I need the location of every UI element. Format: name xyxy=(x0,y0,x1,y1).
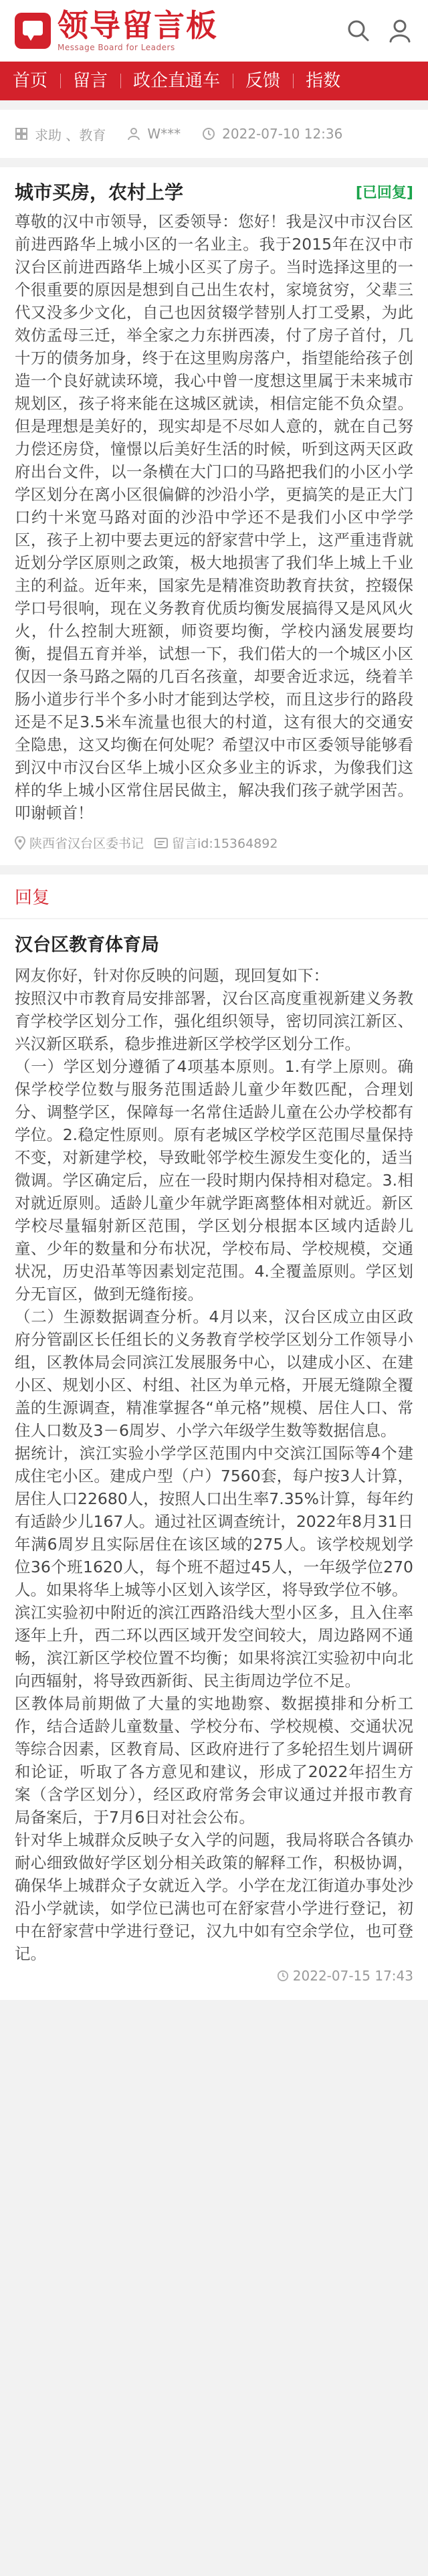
reply-section-header xyxy=(0,875,428,918)
reply-card xyxy=(0,919,428,2000)
status-badge: [已回复] xyxy=(355,184,413,201)
message-category: 求助 、教育 xyxy=(35,126,106,143)
nav-home[interactable]: 首页 xyxy=(13,71,48,91)
user-icon[interactable] xyxy=(387,17,413,44)
message-content: 尊敬的汉中市领导，区委领导：您好！我是汉中市汉台区前进西路华上城小区的一名业主。我于2015年在汉中市汉台区前进西路华上城小区买了房子。当时选择这里的一个很重要的原因是想到自己出生农村，家境贫穷，父辈三代又没多少文化，自己也因贫辍学替别人打工受累，为此效仿孟母三迁，举全家之力东拼西凑，付了房子首付，几十万的债务加身，终于在这里购房落户，指望能给孩子创造一个良好就读环境，我心中曾一度想这里属于未来城市规划区，孩子将来能在这城区就读，相信定能不负众望。但是理想是美好的，现实却是不尽如人意的，就在自己努力偿还房贷，憧憬以后美好生活的时候，听到这两天区政府出台文件，以一条横在大门口的马路把我们的小区小学学区划分在离小区很偏僻的沙沿小学，更搞笑的是正大门口约十米宽马路对面的沙沿中学还不是我们小区中学学区，孩子上初中要去更远的舒家营中学上，这严重违背就近划分学区原则之政策，极大地损害了我们华上城上千业主的利益。近年来，国家先是精准资助教育扶贫，控辍保学口号很响，现在义务教育优质均衡发展搞得又是风风火火，什么控制大班额，师资要均衡，学校内涵发展要均衡，提倡五育并举，试想一下，我们偌大的一个城区小区仅因一条马路之隔的几百名孩童，却要舍近求远，绕着羊肠小道步行半个多小时才能到达学校，而且这步行的路段还是不足3.5米车流量也很大的村道，这有很大的交通安全隐患，这又均衡在何处呢？希望汉中市区委领导能够看到汉中市汉台区华上城小区众多业主的诉求，为像我们这样的华上城小区常住居民做主，解决我们孩子就学困苦。叩谢顿首！ xyxy=(15,212,413,822)
location-icon xyxy=(15,836,25,850)
clock-icon xyxy=(202,127,215,141)
id-icon xyxy=(154,838,168,848)
nav-index[interactable]: 指数 xyxy=(293,62,353,100)
reply-content: 网友你好，针对你反映的问题，现回复如下： 按照汉中市教育局安排部署，汉台区高度重视新建义务教育学校学区划分工作，强化组织领导，密切同滨江新区、兴汉新区联系，稳步推进新区学校学区划分工作。 （一）学区划分遵循了4项基本原则。1.有学上原则。确保学校学位数与服务范围适龄儿童少年数匹配，合理划分、调整学区，保障每一名常住适龄儿童在公办学校都有学位。2.稳定性原则。原有老城区学校学区范围尽量保持不变，对新建学校，导致毗邻学校生源发生变化的，适当微调。学区确定后，应在一段时期内保持相对稳定。3.相对就近原则。适龄儿童少年就学距离整体相对就近。新区学校尽量辐射新区范围，学区划分根据本区域内适龄儿童、少年的数量和分布状况，学校布局、学校规模，交通状况，历史沿革等因素划定范围。4.全覆盖原则。学区划分无盲区，做到无缝衔接。 （二）生源数据调查分析。4月以来，汉台区成立由区政府分管副区长任组长的义务教育学校学区划分工作领导小组，区教体局会同滨江发展服务中心，以建成小区、在建小区、规划小区、村组、社区为单元格，开展无缝隙全覆盖的生源调查，精准掌握各“单元格”规模、居住人口、常住人口数及3－6周岁、小学六年级学生数等数据信息。 据统计，滨江实验小学学区范围内中交滨江国际等4个建成住宅小区。建成户型（户）7560套，每户按3人计算，居住人口22680人，按照人口出生率7.35%计算，每年约有适龄少儿167人。通过社区调查统计，2022年8月31日年满6周岁且实际居住在该区域的275人。该学校规划学位36个班1620人，每个班不超过45人，一年级学位270人。如果将华上城等小区划入该学区，将导致学位不够。 滨江实验初中附近的滨江西路沿线大型小区多，且入住率逐年上升，西二环以西区域开发空间较大，周边路网不通畅，滨江新区学校位置不均衡；如果将滨江实验初中向北向西辐射，将导致西新街、民主街周边学位不足。 区教体局前期做了大量的实地勘察、数据摸排和分析工作，结合适龄儿童数量、学校分布、学校规模、交通状况等综合因素，区教育局、区政府进行了多轮招生划片调研和论证，听取了各方意见和建议，形成了2022年招生方案（含学区划分），经区政府常务会审议通过并报市教育局备案后，于7月6日对社会公布。 针对华上城群众反映子女入学的问题，我局将联合各镇办耐心细致做好学区划分相关政策的解释工作，积极协调，确保华上城群众子女就近入学。小学在龙江街道办事处沙沿小学就读，如学位已满也可在舒家营小学进行登记，初中在舒家营中学进行登记，汉九中如有空余学位，也可登记。 xyxy=(15,966,414,1963)
site-header xyxy=(0,0,428,62)
main-nav xyxy=(0,62,428,100)
search-icon[interactable] xyxy=(345,17,372,44)
nav-enterprise[interactable]: 政企直通车 xyxy=(120,62,233,100)
category-icon xyxy=(15,127,28,141)
site-logo[interactable] xyxy=(15,7,218,52)
logo-subtitle: Message Board for Leaders xyxy=(58,43,175,52)
author-icon xyxy=(127,127,140,141)
clock-icon xyxy=(277,1970,289,1982)
message-card xyxy=(0,167,428,865)
message-datetime: 2022-07-10 12:36 xyxy=(222,126,343,142)
reply-organization: 汉台区教育体育局 xyxy=(15,935,159,955)
nav-feedback[interactable]: 反馈 xyxy=(233,62,293,100)
message-meta xyxy=(0,110,428,158)
logo-title: 领导留言板 xyxy=(58,7,218,43)
message-location: 陕西省汉台区委书记 xyxy=(15,834,144,852)
logo-icon xyxy=(15,13,51,49)
message-title: 城市买房，农村上学 xyxy=(15,181,184,203)
nav-messages[interactable]: 留言 xyxy=(60,62,120,100)
message-id: 留言id:15364892 xyxy=(154,834,278,852)
reply-datetime: 2022-07-15 17:43 xyxy=(15,1968,413,1984)
message-author: W*** xyxy=(147,126,181,142)
reply-label: 回复 xyxy=(15,888,50,908)
